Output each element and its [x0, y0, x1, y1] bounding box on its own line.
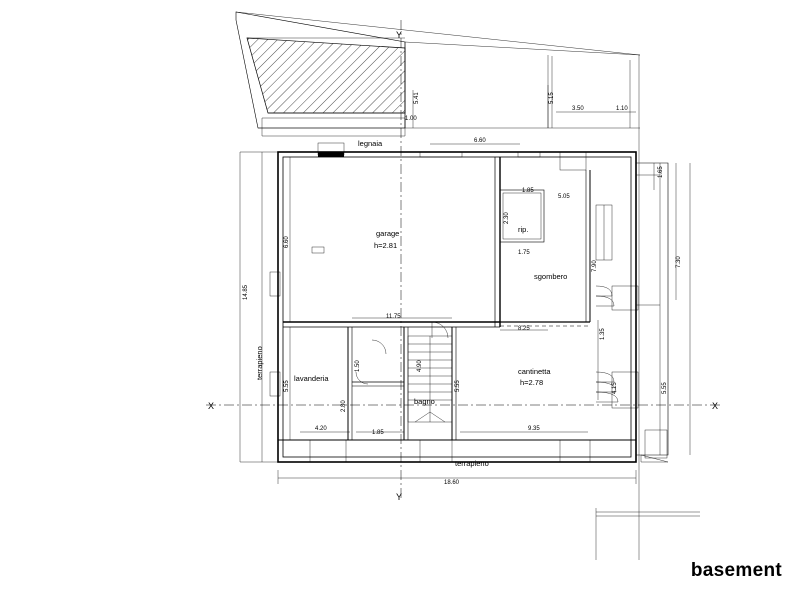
dim-top-4: 1.10 — [616, 106, 628, 112]
room-note-cantinetta: h=2.78 — [520, 378, 544, 387]
dim-interior-2: 5.55 — [455, 380, 461, 392]
axis-label-y-bottom: Y — [396, 492, 403, 502]
dim-right-2: 7.30 — [676, 256, 682, 268]
dim-right-8: 1.85 — [522, 188, 534, 194]
dim-top-1: 1.00 — [405, 116, 417, 122]
axis-label-x-right: X — [712, 401, 719, 411]
dim-right-3: 7.90 — [592, 260, 598, 272]
dimension-texts — [243, 92, 682, 486]
dim-right-1: 5.05 — [558, 194, 570, 200]
dim-left-3: 2.80 — [341, 400, 347, 412]
dimension-lines — [240, 85, 690, 484]
dim-right-4: 5.55 — [662, 382, 668, 394]
dim-bottom-1: 1.85 — [372, 430, 384, 436]
room-label-lavanderia: lavanderia — [294, 374, 329, 383]
room-label-cantinetta: cantinetta — [518, 367, 551, 376]
dim-right-5: 4.15 — [612, 382, 618, 394]
dim-right-6: 1.75 — [518, 250, 530, 256]
dim-top-2: 5.15 — [549, 92, 555, 104]
dim-bottom-3: 18.60 — [444, 480, 460, 486]
dim-interior-4: 1.35 — [600, 328, 606, 340]
room-label-terrapieno-bottom: terrapieno — [455, 459, 489, 468]
dim-right-0: 1.65 — [658, 166, 664, 178]
dim-interior-1: 8.25 — [518, 326, 530, 332]
exterior-walls — [270, 152, 668, 462]
room-labels — [255, 139, 567, 468]
axis-label-x-left: X — [208, 401, 215, 411]
room-label-terrapieno-left: terrapieno — [255, 346, 264, 380]
room-label-rip: rip. — [518, 225, 529, 234]
room-label-garage: garage — [376, 229, 400, 238]
staircase — [408, 336, 452, 422]
dim-bottom-2: 9.35 — [528, 426, 540, 432]
dim-right-7: 2.30 — [504, 212, 510, 224]
dim-interior-3: 4.90 — [417, 360, 423, 372]
interior-walls — [283, 143, 638, 462]
dim-left-2: 5.55 — [284, 380, 290, 392]
room-label-legnaia: legnaia — [358, 139, 383, 148]
dim-left-1: 6.60 — [284, 236, 290, 248]
dim-top-0: 5.41 — [414, 92, 420, 104]
dim-top-5: 6.60 — [474, 138, 486, 144]
dim-left-0: 14.85 — [243, 284, 249, 300]
dim-interior-0: 11.75 — [386, 314, 401, 320]
dim-bottom-0: 4.20 — [315, 426, 327, 432]
axis-label-y-top: Y — [396, 30, 403, 40]
dim-top-3: 3.50 — [572, 106, 584, 112]
page-title: basement — [690, 560, 782, 581]
dim-left-4: 1.50 — [355, 360, 361, 372]
room-note-garage: h=2.81 — [374, 241, 398, 250]
room-label-sgombero: sgombero — [534, 272, 568, 281]
room-label-bagno: bagno — [414, 397, 435, 406]
